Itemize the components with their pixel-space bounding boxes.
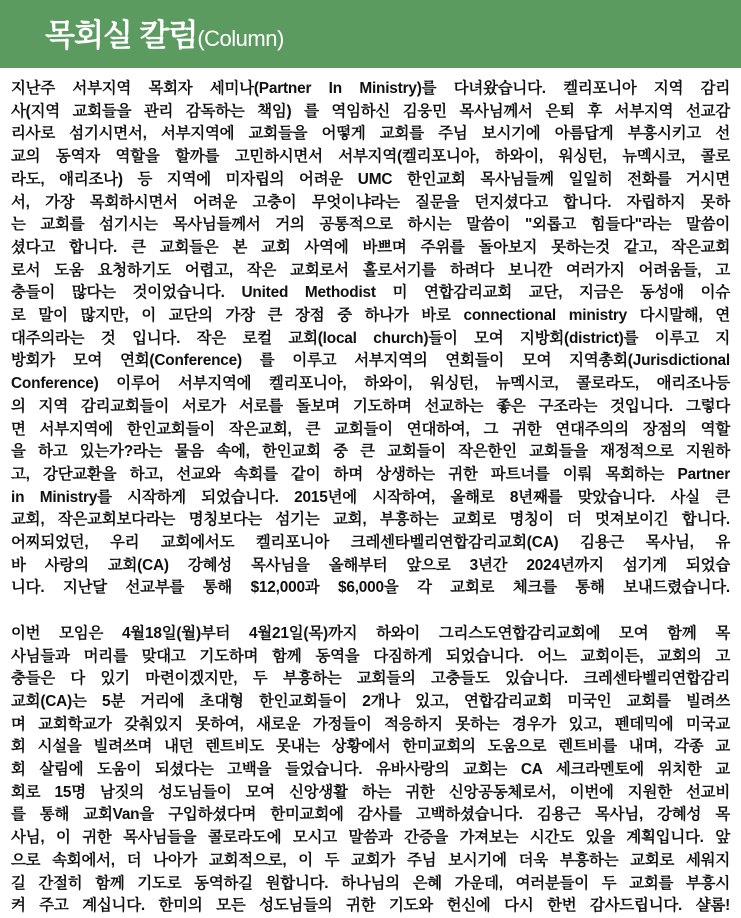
- page-title: [45, 19, 284, 51]
- text-line: 의 지역 감리교회들이 서로가 서로를 돌보며 기도하며 선교하는 좋은 구조라는 것입니다. 그렇다: [11, 397, 730, 415]
- text-line: 바 사랑의 교회(CA) 강혜성 목사님을 올해부터 앞으로 3년간 2024년까지 섬기게 되었습: [11, 556, 730, 574]
- text-line: 방회가 모여 연회(Conference) 를 이루고 서부지역의 연회들이 모여 지역총회(Jurisdictional: [11, 352, 730, 370]
- text-line: 면 서부지역에 한인교회들이 작은교회, 큰 교회들이 연대하여, 그 귀한 연대주의의 장점의 역할: [11, 420, 730, 438]
- text-line: 회 시설을 빌려쓰며 내던 렌트비도 못내는 상황에서 한미교회의 도움으로 렌트비를 내며, 각종 교: [11, 738, 730, 756]
- text-line: 을 하고 있는가?라는 물음 속에, 한인교회 중 큰 교회들이 작은한인 교회들을 재정적으로 지원하: [11, 443, 730, 461]
- text-line: 를 통해 교회Van을 구입하셨다며 한미교회에 감사를 고백하셨습니다. 김용근 목사님, 강혜성 목: [11, 806, 730, 824]
- text-line: 교회(CA)는 5분 거리에 초대형 한인교회들이 2개나 있고, 연합감리교회 미국인 교회를 빌려쓰: [11, 692, 730, 710]
- page-title-korean: 목회실 칼럼: [45, 18, 198, 53]
- text-line: 회로 15명 남짓의 성도님들이 모여 신앙생활 하는 귀한 신앙공동체로서, 이번에 지원한 선교비: [11, 783, 730, 801]
- text-line: 회 살림에 도움이 되셨다는 고백을 들었습니다. 유바사랑의 교회는 CA 세크라멘토에 위치한 교: [11, 761, 730, 779]
- text-line: 켜 주고 계십니다. 한미의 모든 성도님들의 귀한 기도와 헌신에 다시 한번 감사드립니다. 샬롬!: [11, 897, 730, 915]
- text-line: 로 말이 많지만, 이 교단의 가장 큰 장점 중 하나가 바로 connectional ministry 다시말해, 연: [11, 307, 730, 325]
- text-line: 서, 가장 목회하시면서 어려운 고충이 무엇이냐라는 질문을 던지셨다고 합니다. 자립하지 못하: [11, 193, 730, 211]
- text-line: in Ministry를 시작하게 되었습니다. 2015년에 시작하여, 올해로 8년째를 맞았습니다. 사실 큰: [11, 488, 730, 506]
- text-line: 사님, 이 귀한 목사님들을 콜로라도에 모시고 말씀과 간증을 가져보는 시간도 있을 계획입니다. 앞: [11, 829, 730, 847]
- text-line: 충들이 많다는 것이었습니다. United Methodist 미 연합감리교회 교단, 지금은 동성애 이슈: [11, 284, 730, 302]
- text-line: 라도, 애리조나) 등 지역에 미자립의 어려운 UMC 한인교회 목사님들께 일일히 전화를 거시면: [11, 170, 730, 188]
- text-line: 충들은 다 있기 마련이겠지만, 두 부흥하는 교회들의 고충들도 있습니다. 크레센타벨리연합감리: [11, 670, 730, 688]
- paragraph: [11, 623, 730, 918]
- text-line: 셨다고 합니다. 큰 교회들은 본 교회 사역에 바쁘며 주위를 돌아보지 못하는것 같고, 작은교회: [11, 238, 730, 256]
- text-line: 이번 모임은 4월18일(월)부터 4월21일(목)까지 하와이 그리스도연합감리교회에 모여 함께 목: [11, 624, 730, 642]
- text-line: 지난주 서부지역 목회자 세미나(Partner In Ministry)를 다녀왔습니다. 켈리포니아 지역 감리: [11, 80, 730, 97]
- text-line: 사님들과 머리를 맞대고 기도하며 함께 동역을 다짐하게 되었습니다. 어느 교회이든, 교회의 고: [11, 647, 730, 665]
- paragraph: [11, 78, 730, 600]
- page-title-english: (Column): [197, 26, 284, 51]
- text-line: 며 교회학교가 갖춰있지 못하여, 새로운 가정들이 적응하지 못하는 경우가 있고, 펜데믹에 미국교: [11, 715, 730, 733]
- text-line: 으로 속회에서, 더 나아가 교회적으로, 이 두 교회가 주님 보시기에 더욱 부흥하는 교회로 세워지: [11, 851, 730, 869]
- text-line: 어찌되었던, 우리 교회에서도 켈리포니아 크레센타벨리연합감리교회(CA) 김용근 목사님, 유: [11, 534, 730, 552]
- text-line: 고, 강단교환을 하고, 선교와 속회를 같이 하며 상생하는 귀한 파트너를 이뤄 목회하는 Partner: [11, 465, 730, 483]
- column-body: [0, 68, 741, 918]
- text-line: 교의 동역자 역할을 할까를 고민하시면서 서부지역(켈리포니아, 하와이, 워싱턴, 뉴멕시코, 콜로: [11, 148, 730, 166]
- text-line: 사(지역 교회들을 관리 감독하는 책임) 를 역임하신 김웅민 목사님께서 은퇴 후 서부지역 선교감: [11, 102, 730, 120]
- column-header-bar: [0, 0, 741, 68]
- text-line: 길 간절히 함께 기도로 동역하길 원합니다. 하나님의 은혜 가운데, 여러분들이 두 교회를 부흥시: [11, 874, 730, 892]
- text-line: 교회, 작은교회보다라는 명칭보다는 섬기는 교회, 부흥하는 교회로 명칭이 더 멋져보이긴 합니다.: [11, 511, 730, 529]
- text-line: 니다. 지난달 선교부를 통해 $12,000과 $6,000을 각 교회로 체크를 통해 보내드렸습니다.: [11, 579, 730, 597]
- text-line: Conference) 이루어 서부지역에 켈리포니아, 하와이, 워싱턴, 뉴멕시코, 콜로라도, 애리조나등: [11, 375, 730, 393]
- text-line: 로서 도움 요청하기도 어렵고, 작은 교회로서 홀로서기를 하려다 보니깐 여러가지 어려움들, 고: [11, 261, 730, 279]
- text-line: 리사로 섬기시면서, 서부지역에 교회들을 어떻게 교회를 주님 보시기에 아름답게 부흥시키고 선: [11, 125, 730, 143]
- text-line: 는 교회를 섬기시는 목사님들께서 거의 공통적으로 하시는 말씀이 "외롭고 힘들다"라는 말씀이: [11, 216, 730, 234]
- text-line: 대주의라는 것 입니다. 작은 로컬 교회(local church)들이 모여 지방회(district)를 이루고 지: [11, 329, 730, 347]
